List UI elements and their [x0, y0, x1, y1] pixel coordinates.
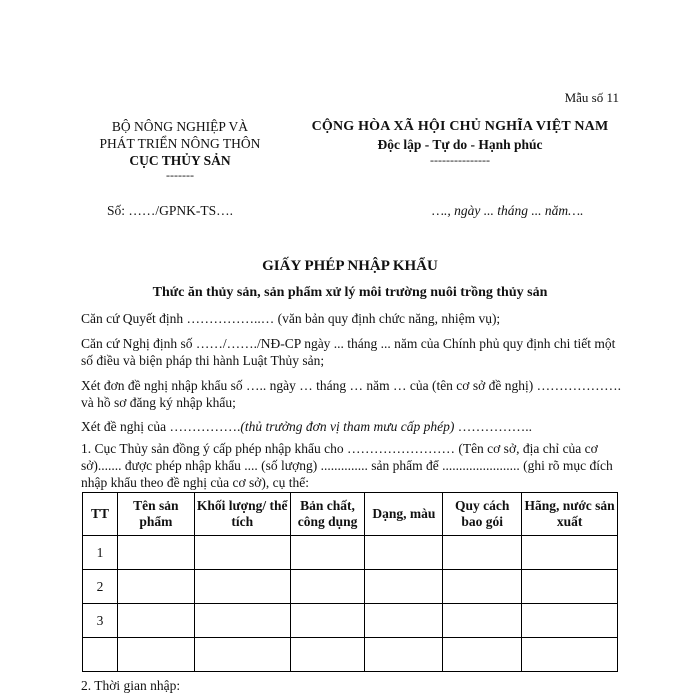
table-row: [83, 604, 618, 638]
import-period-label: 2. Thời gian nhập:: [81, 678, 181, 693]
right-separator: ---------------: [430, 153, 490, 167]
table-cell: [194, 638, 290, 672]
table-cell: 1: [83, 536, 118, 570]
date-line: …., ngày ... tháng ... năm….: [432, 203, 584, 218]
table-cell: [117, 604, 194, 638]
paragraph-legal-basis-decree: Căn cứ Nghị định số ……/……./NĐ-CP ngày ... tháng ... năm của Chính phủ quy định chi tiết một số điều và biện pháp thi hành Luật Thủy sản;: [81, 336, 616, 368]
issuing-authority: [80, 118, 280, 181]
table-cell: [443, 604, 522, 638]
national-header: [285, 118, 635, 166]
table-cell: [522, 570, 618, 604]
paragraph-recommendation: [81, 418, 621, 435]
table-cell: [443, 638, 522, 672]
national-motto: Độc lập - Tự do - Hạnh phúc: [377, 137, 543, 152]
table-cell: [365, 570, 443, 604]
table-cell: [365, 638, 443, 672]
recommendation-end: ……………..: [454, 419, 532, 434]
table-cell: [290, 536, 365, 570]
table-cell: [443, 570, 522, 604]
table-cell: 2: [83, 570, 118, 604]
table-cell: [290, 570, 365, 604]
department-name: CỤC THỦY SẢN: [129, 153, 231, 168]
table-cell: [194, 536, 290, 570]
table-cell: [522, 638, 618, 672]
nation-name: CỘNG HÒA XÃ HỘI CHỦ NGHĨA VIỆT NAM: [311, 119, 609, 134]
ministry-line-2: PHÁT TRIỂN NÔNG THÔN: [99, 136, 261, 151]
paragraph-permit-clause: 1. Cục Thủy sản đồng ý cấp phép nhập khẩu cho …………………… (Tên cơ sở, địa chỉ của cơ sở)....... được phép nhập khẩu .... (số lượng) .............. sản phẩm để ....................... (ghi rõ mục đích nhập khẩu theo đề nghị của cơ sở), cụ thể:: [81, 441, 613, 490]
table-header-row: [83, 493, 618, 536]
document-title: GIẤY PHÉP NHẬP KHẨU: [262, 258, 438, 274]
table-cell: [365, 536, 443, 570]
table-cell: [365, 604, 443, 638]
recommendation-italic: (thủ trưởng đơn vị tham mưu cấp phép): [240, 419, 455, 434]
table-cell: [522, 604, 618, 638]
header-cell: Hãng, nước sản xuất: [522, 493, 618, 536]
table-cell: 3: [83, 604, 118, 638]
table-row: [83, 638, 618, 672]
table-row: [83, 570, 618, 604]
header-cell: Dạng, màu: [365, 493, 443, 536]
ministry-line-1: BỘ NÔNG NGHIỆP VÀ: [111, 119, 249, 134]
table-cell: [290, 604, 365, 638]
table-cell: [117, 638, 194, 672]
table-cell: [443, 536, 522, 570]
products-table: [82, 492, 618, 672]
table-row: [83, 536, 618, 570]
header-cell: Khối lượng/ thể tích: [194, 493, 290, 536]
table-cell: [522, 536, 618, 570]
left-separator: -------: [166, 168, 194, 182]
recommendation-text: Xét đề nghị của …………….: [81, 419, 241, 434]
table-cell: [117, 570, 194, 604]
header-cell: Bản chất, công dụng: [290, 493, 365, 536]
reference-number: Số: ……/GPNK-TS….: [107, 203, 234, 218]
paragraph-application: Xét đơn đề nghị nhập khẩu số ….. ngày … tháng … năm … của (tên cơ sở đề nghị) ………………. và hồ sơ đăng ký nhập khẩu;: [81, 378, 621, 410]
paragraph-legal-basis-decision: Căn cứ Quyết định ……………..… (văn bản quy định chức năng, nhiệm vụ);: [81, 311, 501, 326]
header-cell: Quy cách bao gói: [443, 493, 522, 536]
table-cell: [117, 536, 194, 570]
table-cell: [83, 638, 118, 672]
document-subtitle: Thức ăn thủy sản, sản phẩm xử lý môi trường nuôi trồng thủy sản: [152, 285, 548, 300]
table-cell: [194, 570, 290, 604]
table-cell: [194, 604, 290, 638]
header-cell: Tên sản phẩm: [117, 493, 194, 536]
header-cell: TT: [83, 493, 118, 536]
table-cell: [290, 638, 365, 672]
form-number: Mẫu số 11: [564, 90, 619, 105]
